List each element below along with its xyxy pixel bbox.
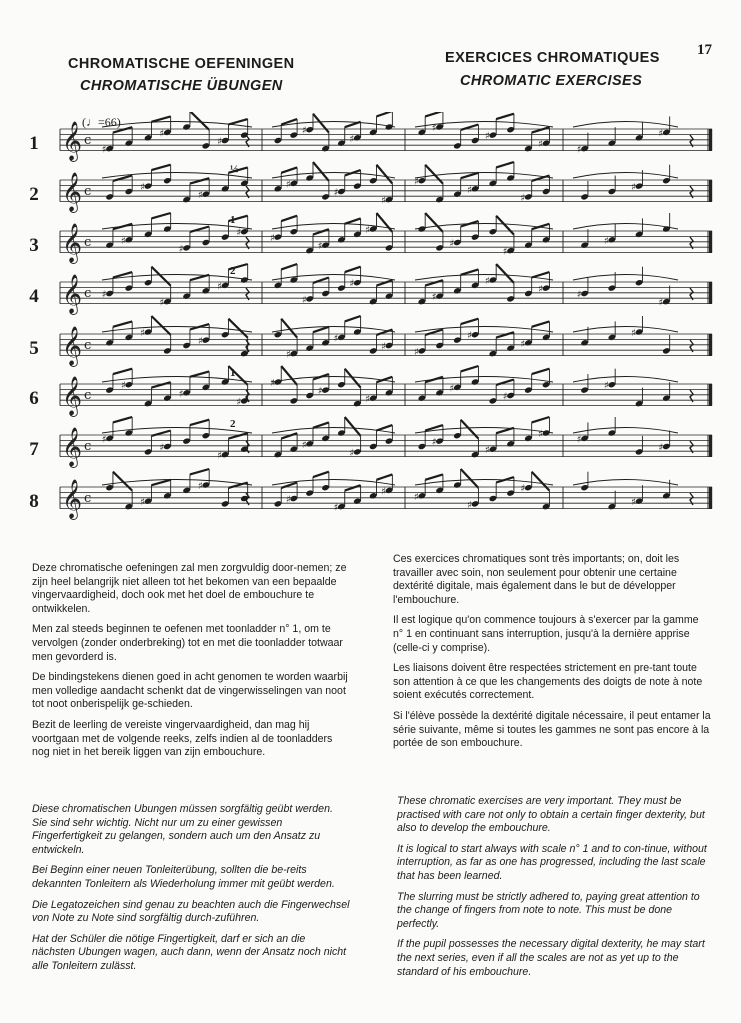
treble-clef: 𝄞 xyxy=(62,479,83,519)
paragraph: These chromatic exercises are very important. They must be practised with care not only to obtain a certain finger dexterity, but also to develop the embouchure. xyxy=(397,795,705,835)
title-dutch: CHROMATISCHE OEFENINGEN xyxy=(68,56,295,72)
exercise-number: 1 xyxy=(29,133,39,154)
accidental: ♯ xyxy=(140,497,145,509)
note-beam xyxy=(376,425,392,430)
accidental: ♯ xyxy=(349,133,355,145)
title-german: CHROMATISCHE ÜBUNGEN xyxy=(80,78,283,94)
fingering-number: 1 xyxy=(230,214,236,226)
accidental: ♯ xyxy=(140,182,145,194)
treble-clef: 𝄞 xyxy=(62,121,83,161)
text-french xyxy=(393,553,711,758)
accidental: ♯ xyxy=(431,437,437,449)
common-time: c xyxy=(84,133,92,148)
note-beam xyxy=(532,417,550,422)
treble-clef: 𝄞 xyxy=(62,172,83,212)
accidental: ♯ xyxy=(301,439,307,451)
accidental: ♯ xyxy=(365,394,371,406)
note-beam xyxy=(461,173,479,178)
exercise-number: 6 xyxy=(29,388,39,409)
exercise-number: 7 xyxy=(29,439,39,460)
accidental: ♯ xyxy=(217,281,222,293)
note-beam xyxy=(376,280,392,285)
accidental: ♯ xyxy=(538,139,543,151)
note-beam xyxy=(190,469,209,474)
note-beam xyxy=(190,112,209,130)
accidental: ♯ xyxy=(269,378,275,389)
final-bar xyxy=(709,282,712,304)
note-beam xyxy=(113,321,132,326)
slur xyxy=(272,275,395,281)
slur xyxy=(573,122,678,128)
accidental: ♯ xyxy=(159,128,165,140)
note-beam xyxy=(496,264,514,283)
final-bar xyxy=(709,487,712,509)
note-beam xyxy=(151,267,170,286)
note-beam xyxy=(190,178,209,183)
note-beam xyxy=(345,316,361,321)
accidental: ♯ xyxy=(381,195,386,207)
accidental: ♯ xyxy=(484,131,490,143)
accidental: ♯ xyxy=(520,192,526,204)
accidental: ♯ xyxy=(217,450,222,462)
note-beam xyxy=(345,267,361,272)
title-english: CHROMATIC EXERCISES xyxy=(460,73,643,89)
accidental: ♯ xyxy=(236,396,242,408)
accidental: ♯ xyxy=(502,246,508,258)
accidental: ♯ xyxy=(269,233,275,245)
text-dutch xyxy=(32,562,350,767)
note-beam xyxy=(461,269,479,274)
slur xyxy=(415,480,553,486)
common-time: c xyxy=(84,439,92,454)
exercise-number: 3 xyxy=(29,235,39,256)
accidental: ♯ xyxy=(484,445,490,457)
accidental: ♯ xyxy=(576,289,582,301)
note-beam xyxy=(496,162,514,167)
note-beam xyxy=(151,480,170,485)
note-beam xyxy=(425,474,443,479)
note-beam xyxy=(151,213,170,218)
accidental: ♯ xyxy=(413,346,419,358)
note-beam xyxy=(151,116,170,121)
accidental: ♯ xyxy=(413,491,419,503)
note-beam xyxy=(113,369,132,374)
accidental: ♯ xyxy=(349,447,355,459)
accidental: ♯ xyxy=(178,388,184,400)
slur xyxy=(573,377,678,383)
note-beam xyxy=(532,272,550,277)
accidental: ♯ xyxy=(576,434,582,446)
accidental: ♯ xyxy=(520,483,526,495)
page-number: 17 xyxy=(697,42,712,58)
slur xyxy=(573,275,678,281)
accidental: ♯ xyxy=(431,292,437,304)
note-beam xyxy=(532,472,550,491)
accidental: ♯ xyxy=(449,238,455,250)
accidental: ♯ xyxy=(120,380,126,392)
accidental: ♯ xyxy=(236,227,242,239)
note-beam xyxy=(313,229,329,234)
note-beam xyxy=(228,319,247,338)
paragraph: Diese chromatischen Ubungen müssen sorgfältig geübt werden. Sie sind sehr wichtig. Nicht nur um zu einer gewissen Fingerfertigkeit zu gelangen, sondern auch um den Ansatz zu entwickeln. xyxy=(32,803,333,856)
note-beam xyxy=(461,366,479,371)
paragraph: Deze chromatische oefeningen zal men zorgvuldig door-nemen; ze zijn heel belangrijk niet alleen tot het bekomen van een bepaalde vingervaardigheid, doch ook met het doel de embouchure te ontwikkelen. xyxy=(32,562,347,615)
slur xyxy=(102,327,252,333)
final-bar xyxy=(709,129,712,151)
note-beam xyxy=(281,366,297,385)
note-beam xyxy=(313,162,329,181)
paragraph: De bindingstekens dienen goed in acht genomen te worden waarbij men volledige aandacht schenkt dat de vingerwisselingen van noot tot noot onberispelijk ge-schieden. xyxy=(32,671,348,711)
note-beam xyxy=(313,327,329,332)
accidental: ♯ xyxy=(140,328,145,339)
fingering-number: ½ xyxy=(230,163,239,175)
note-beam xyxy=(313,472,329,477)
paragraph: It is logical to start always with scale n° 1 and to con-tinue, without interruption, as far as one has progressed, including the last scale that has been learned. xyxy=(397,842,707,882)
exercise-number: 2 xyxy=(29,184,39,205)
paragraph: Les liaisons doivent être respectées strictement en pre-tant toute son attention à ce que les changements des doigts de note à note soient exécutés correctement. xyxy=(393,662,703,702)
accidental: ♯ xyxy=(217,136,222,148)
accidental: ♯ xyxy=(381,486,386,498)
accidental: ♯ xyxy=(159,297,165,309)
accidental: ♯ xyxy=(631,182,636,194)
final-bar xyxy=(709,334,712,356)
accidental: ♯ xyxy=(101,144,107,156)
accidental: ♯ xyxy=(538,284,543,296)
note-beam xyxy=(113,417,132,422)
note-beam xyxy=(376,213,392,232)
accidental: ♯ xyxy=(449,383,455,395)
accidental: ♯ xyxy=(333,187,339,199)
accidental: ♯ xyxy=(576,144,582,156)
note-beam xyxy=(345,369,361,388)
paragraph: If the pupil possesses the necessary digital dexterity, he may start the next series, even if all the scales are not as yet up to the standard of his embouchure. xyxy=(397,938,705,978)
note-beam xyxy=(313,114,329,133)
exercise-number: 8 xyxy=(29,491,39,512)
accidental: ♯ xyxy=(317,241,323,253)
accidental: ♯ xyxy=(467,330,472,342)
treble-clef: 𝄞 xyxy=(62,427,83,467)
accidental: ♯ xyxy=(631,328,636,339)
paragraph: Men zal steeds beginnen te oefenen met toonladder n° 1, om te vervolgen (zonder onderbreking) tot en met die toonladder totwaar men gevorderd is. xyxy=(32,623,343,663)
slur xyxy=(102,122,252,128)
slur xyxy=(573,224,678,230)
final-bar xyxy=(709,180,712,202)
accidental: ♯ xyxy=(101,434,107,446)
note-beam xyxy=(281,216,297,221)
note-beam xyxy=(496,114,514,119)
paragraph: Si l'élève possède la dextérité digitale nécessaire, il peut entamer la série suivante, même si toutes les gammes ne sont pas encore à la portée de son embouchure. xyxy=(393,709,711,750)
note-beam xyxy=(425,112,443,116)
paragraph: Bezit de leerling de vereiste vingervaardigheid, dan mag hij voortgaan met de volgende reeks, zelfs indien al de toonladders nog niet in het bereik liggen van zijn embouchure. xyxy=(32,718,333,759)
common-time: c xyxy=(84,235,92,250)
note-beam xyxy=(190,420,209,425)
accidental: ♯ xyxy=(413,176,419,188)
treble-clef: 𝄞 xyxy=(62,223,83,263)
accidental: ♯ xyxy=(120,235,126,247)
note-beam xyxy=(281,264,297,269)
note-beam xyxy=(376,165,392,184)
tempo-marking: (♩=66) xyxy=(82,115,121,129)
note-beam xyxy=(345,485,361,490)
accidental: ♯ xyxy=(101,289,107,301)
slur xyxy=(573,428,678,434)
accidental: ♯ xyxy=(658,442,664,454)
accidental: ♯ xyxy=(333,333,339,345)
note-beam xyxy=(151,316,170,335)
accidental: ♯ xyxy=(658,297,664,309)
accidental: ♯ xyxy=(431,123,437,134)
paragraph: Ces exercices chromatiques sont très importants; on, doit les travailler avec soin, non seulement pour obtenir une certaine dextérité digitale, mais également dans le but de développer l'embouchure. xyxy=(393,553,680,606)
common-time: c xyxy=(84,388,92,403)
treble-clef: 𝄞 xyxy=(62,376,83,416)
exercise-number: 5 xyxy=(29,338,39,359)
accidental: ♯ xyxy=(538,429,543,440)
accidental: ♯ xyxy=(520,338,526,350)
title-french: EXERCICES CHROMATIQUES xyxy=(445,50,660,66)
note-beam xyxy=(532,127,550,132)
exercise-number: 4 xyxy=(29,286,39,307)
note-beam xyxy=(461,420,479,439)
accidental: ♯ xyxy=(484,276,490,287)
accidental: ♯ xyxy=(197,336,203,348)
note-beam xyxy=(461,319,479,324)
accidental: ♯ xyxy=(197,190,203,202)
note-beam xyxy=(313,422,329,427)
note-beam xyxy=(281,319,297,338)
paragraph: Il est logique qu'on commence toujours à s'exercer par la gamme n° 1 en continuant sans interruption, jusqu'à la dernière apprise (celle-ci y comprise). xyxy=(393,614,699,654)
accidental: ♯ xyxy=(349,278,355,290)
note-beam xyxy=(228,119,247,124)
accidental: ♯ xyxy=(301,125,307,137)
paragraph: Hat der Schüler die nötige Fingertigkeit, darf er sich an die nächsten Ubungen wagen, auch dann, wenn der Ansatz noch nicht alle Tonleitern zulässt. xyxy=(32,932,347,972)
slur xyxy=(573,173,678,179)
final-bar xyxy=(709,384,712,406)
note-beam xyxy=(425,213,443,232)
accidental: ♯ xyxy=(658,128,664,140)
note-beam xyxy=(345,417,361,436)
paragraph: Bei Beginn einer neuen Tonleiterübung, sollten die be-reits dekannten Tonleitern als Wiederholung immer mit geübt werden. xyxy=(32,864,335,890)
note-beam xyxy=(151,382,170,387)
note-beam xyxy=(532,369,550,374)
paragraph: The slurring must be strictly adhered to, paying great attention to the change of fingers from note to note. This must be done perfectly. xyxy=(397,890,700,930)
accidental: ♯ xyxy=(178,243,184,255)
fingering-number: 2 xyxy=(230,265,236,277)
note-beam xyxy=(461,469,479,488)
accidental: ♯ xyxy=(159,442,165,454)
accidental: ♯ xyxy=(197,481,203,492)
slur xyxy=(573,480,678,486)
accidental: ♯ xyxy=(603,380,609,392)
note-beam xyxy=(190,371,209,376)
slur xyxy=(573,327,678,333)
final-bar xyxy=(709,435,712,457)
common-time: c xyxy=(84,286,92,301)
accidental: ♯ xyxy=(365,225,371,236)
text-german xyxy=(32,803,350,981)
note-beam xyxy=(376,474,392,479)
slur xyxy=(415,377,553,383)
treble-clef: 𝄞 xyxy=(62,326,83,366)
note-beam xyxy=(281,433,297,438)
accidental: ♯ xyxy=(381,341,386,353)
note-beam xyxy=(345,218,361,223)
accidental: ♯ xyxy=(603,235,609,247)
fingering-number: 1 xyxy=(230,367,236,379)
note-beam xyxy=(113,472,132,491)
paragraph: Die Legatozeichen sind genau zu beachten auch die Fingerwechsel von Note zu Note sind sorgfältig durch-zuführen. xyxy=(32,898,350,925)
music-score xyxy=(0,112,741,542)
fingering-number: 2 xyxy=(230,418,236,430)
accidental: ♯ xyxy=(467,499,472,511)
accidental: ♯ xyxy=(301,294,307,306)
note-beam xyxy=(376,112,392,116)
common-time: c xyxy=(84,491,92,506)
note-beam xyxy=(532,321,550,326)
accidental: ♯ xyxy=(285,349,291,361)
accidental: ♯ xyxy=(467,184,472,196)
note-beam xyxy=(281,167,297,172)
common-time: c xyxy=(84,338,92,353)
note-beam xyxy=(496,332,514,337)
accidental: ♯ xyxy=(317,386,323,398)
accidental: ♯ xyxy=(502,391,508,403)
accidental: ♯ xyxy=(285,179,291,191)
treble-clef: 𝄞 xyxy=(62,274,83,314)
note-beam xyxy=(496,216,514,235)
accidental: ♯ xyxy=(333,502,339,514)
note-beam xyxy=(425,165,443,184)
note-beam xyxy=(228,433,247,438)
text-english xyxy=(397,795,715,986)
accidental: ♯ xyxy=(631,497,636,509)
note-beam xyxy=(425,280,443,285)
accidental: ♯ xyxy=(285,494,291,506)
note-beam xyxy=(151,165,170,170)
final-bar xyxy=(709,231,712,253)
common-time: c xyxy=(84,184,92,199)
